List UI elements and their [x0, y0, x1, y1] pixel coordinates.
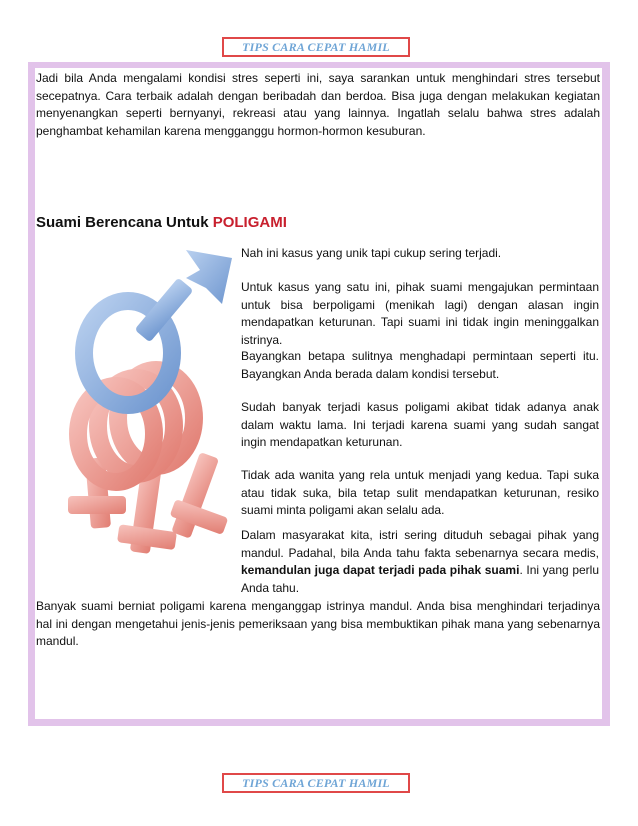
paragraph-6-text-before: Dalam masyarakat kita, istri sering dituduh sebagai pihak yang mandul. Padahal, bila Anda tahu fakta sebenarnya secara medis,: [241, 528, 599, 560]
paragraph-6-bold-text: kemandulan juga dapat terjadi pada pihak suami: [241, 563, 520, 577]
section-heading: [36, 214, 287, 231]
section-heading-accent: POLIGAMI: [212, 214, 287, 231]
paragraph-6-text-after: . Ini yang perlu Anda tahu.: [241, 563, 599, 595]
closing-paragraph: Banyak suami berniat poligami karena menganggap istrinya mandul. Anda bisa menghindari terjadinya hal ini dengan mengetahui jenis-jenis pemeriksaan yang bisa membuktikan pihak mana yang sebenarnya mandul.: [36, 599, 600, 648]
footer-label: TIPS CARA CEPAT HAMIL: [222, 773, 410, 793]
header-label: TIPS CARA CEPAT HAMIL: [222, 37, 410, 57]
section-heading-prefix: Suami Berencana Untuk: [36, 214, 213, 231]
poligami-paragraph-4: Sudah banyak terjadi kasus poligami akibat tidak adanya anak dalam waktu lama. Ini terjadi karena suami yang sudah sangat ingin mendapatkan keturunan.: [241, 400, 599, 449]
gender-symbols-illustration: [36, 248, 240, 588]
poligami-paragraph-1: Nah ini kasus yang unik tapi cukup sering terjadi.: [241, 246, 502, 260]
poligami-paragraph-3: Bayangkan betapa sulitnya menghadapi permintaan seperti itu. Bayangkan Anda berada dalam kondisi tersebut.: [241, 349, 599, 381]
poligami-paragraph-2: Untuk kasus yang satu ini, pihak suami mengajukan permintaan untuk bisa berpoligami (menikah lagi) dengan alasan ingin mendapatkan keturunan. Tapi suami ini tidak ingin meninggalkan istrinya.: [241, 280, 599, 347]
intro-paragraph: Jadi bila Anda mengalami kondisi stres seperti ini, saya sarankan untuk menghindari stres tersebut secepatnya. Cara terbaik adalah dengan beribadah dan berdoa. Bisa juga dengan melakukan kegiatan menyenangkan seperti bernyanyi, rekreasi atau yang lainnya. Ingatlah selalu bahwa stres adalah penghambat kehamilan karena mengganggu hormon-hormon kesuburan.: [36, 71, 600, 138]
poligami-paragraph-6: [241, 527, 599, 597]
poligami-paragraph-5: Tidak ada wanita yang rela untuk menjadi yang kedua. Tapi suka atau tidak suka, bila tetap sulit mendapatkan keturunan, resiko suami minta poligami akan selalu ada.: [241, 468, 599, 517]
